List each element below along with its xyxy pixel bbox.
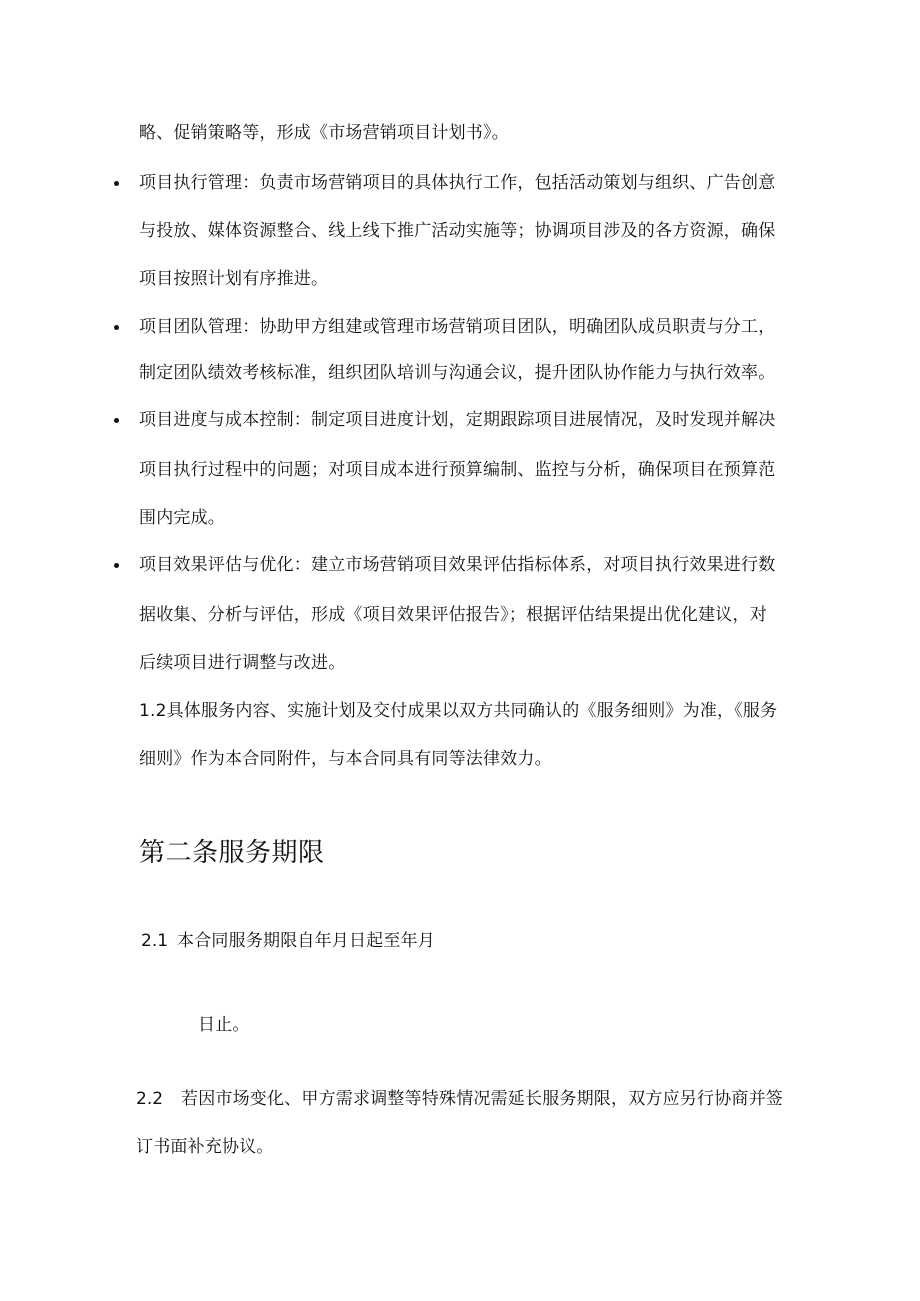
- clause-2-1-continuation: 日止。: [198, 1015, 250, 1035]
- clause-1-2-line-1: 1.2具体服务内容、实施计划及交付成果以双方共同确认的《服务细则》为准，《服务: [139, 701, 778, 721]
- bullet-3-line-2: 项目执行过程中的问题；对项目成本进行预算编制、监控与分析，确保项目在预算范: [139, 460, 776, 480]
- bullet-3-line-3: 围内完成。: [139, 508, 225, 528]
- bullet-dot-icon: [114, 418, 119, 423]
- bullet-dot-icon: [114, 563, 119, 568]
- clause-2-2-number: 2.2: [136, 1089, 164, 1109]
- bullet-4-line-3: 后续项目进行调整与改进。: [139, 653, 346, 673]
- bullet-3-line-1: 项目进度与成本控制：制定项目进度计划，定期跟踪项目进展情况，及时发现并解决: [139, 410, 776, 430]
- clause-2-1-number: 2.1: [141, 931, 169, 951]
- bullet-2-line-1: 项目团队管理：协助甲方组建或管理市场营销项目团队，明确团队成员职责与分工，: [139, 317, 776, 337]
- bullet-1-line-1: 项目执行管理：负责市场营销项目的具体执行工作，包括活动策划与组织、广告创意: [139, 173, 776, 193]
- bullet-dot-icon: [114, 181, 119, 186]
- bullet-4-line-2: 据收集、分析与评估，形成《项目效果评估报告》；根据评估结果提出优化建议，对: [139, 605, 767, 625]
- clause-2-1-text: 本合同服务期限自年月日起至年月: [177, 931, 435, 951]
- intro-tail-line: 略、促销策略等，形成《市场营销项目计划书》。: [139, 123, 509, 143]
- bullet-2-line-2: 制定团队绩效考核标准，组织团队培训与沟通会议，提升团队协作能力与执行效率。: [139, 363, 776, 383]
- clause-1-2-line-2: 细则》作为本合同附件，与本合同具有同等法律效力。: [139, 749, 552, 769]
- bullet-1-line-3: 项目按照计划有序推进。: [139, 269, 329, 289]
- clause-2-2-continuation: 订书面补充协议。: [136, 1137, 274, 1157]
- bullet-4-line-1: 项目效果评估与优化：建立市场营销项目效果评估指标体系，对项目执行效果进行数: [139, 555, 776, 575]
- clause-2-2-text: 若因市场变化、甲方需求调整等特殊情况需延长服务期限，双方应另行协商并签: [181, 1089, 783, 1109]
- bullet-1-line-2: 与投放、媒体资源整合、线上线下推广活动实施等；协调项目涉及的各方资源，确保: [139, 221, 776, 241]
- section-heading: 第二条服务期限: [139, 838, 325, 868]
- bullet-dot-icon: [114, 325, 119, 330]
